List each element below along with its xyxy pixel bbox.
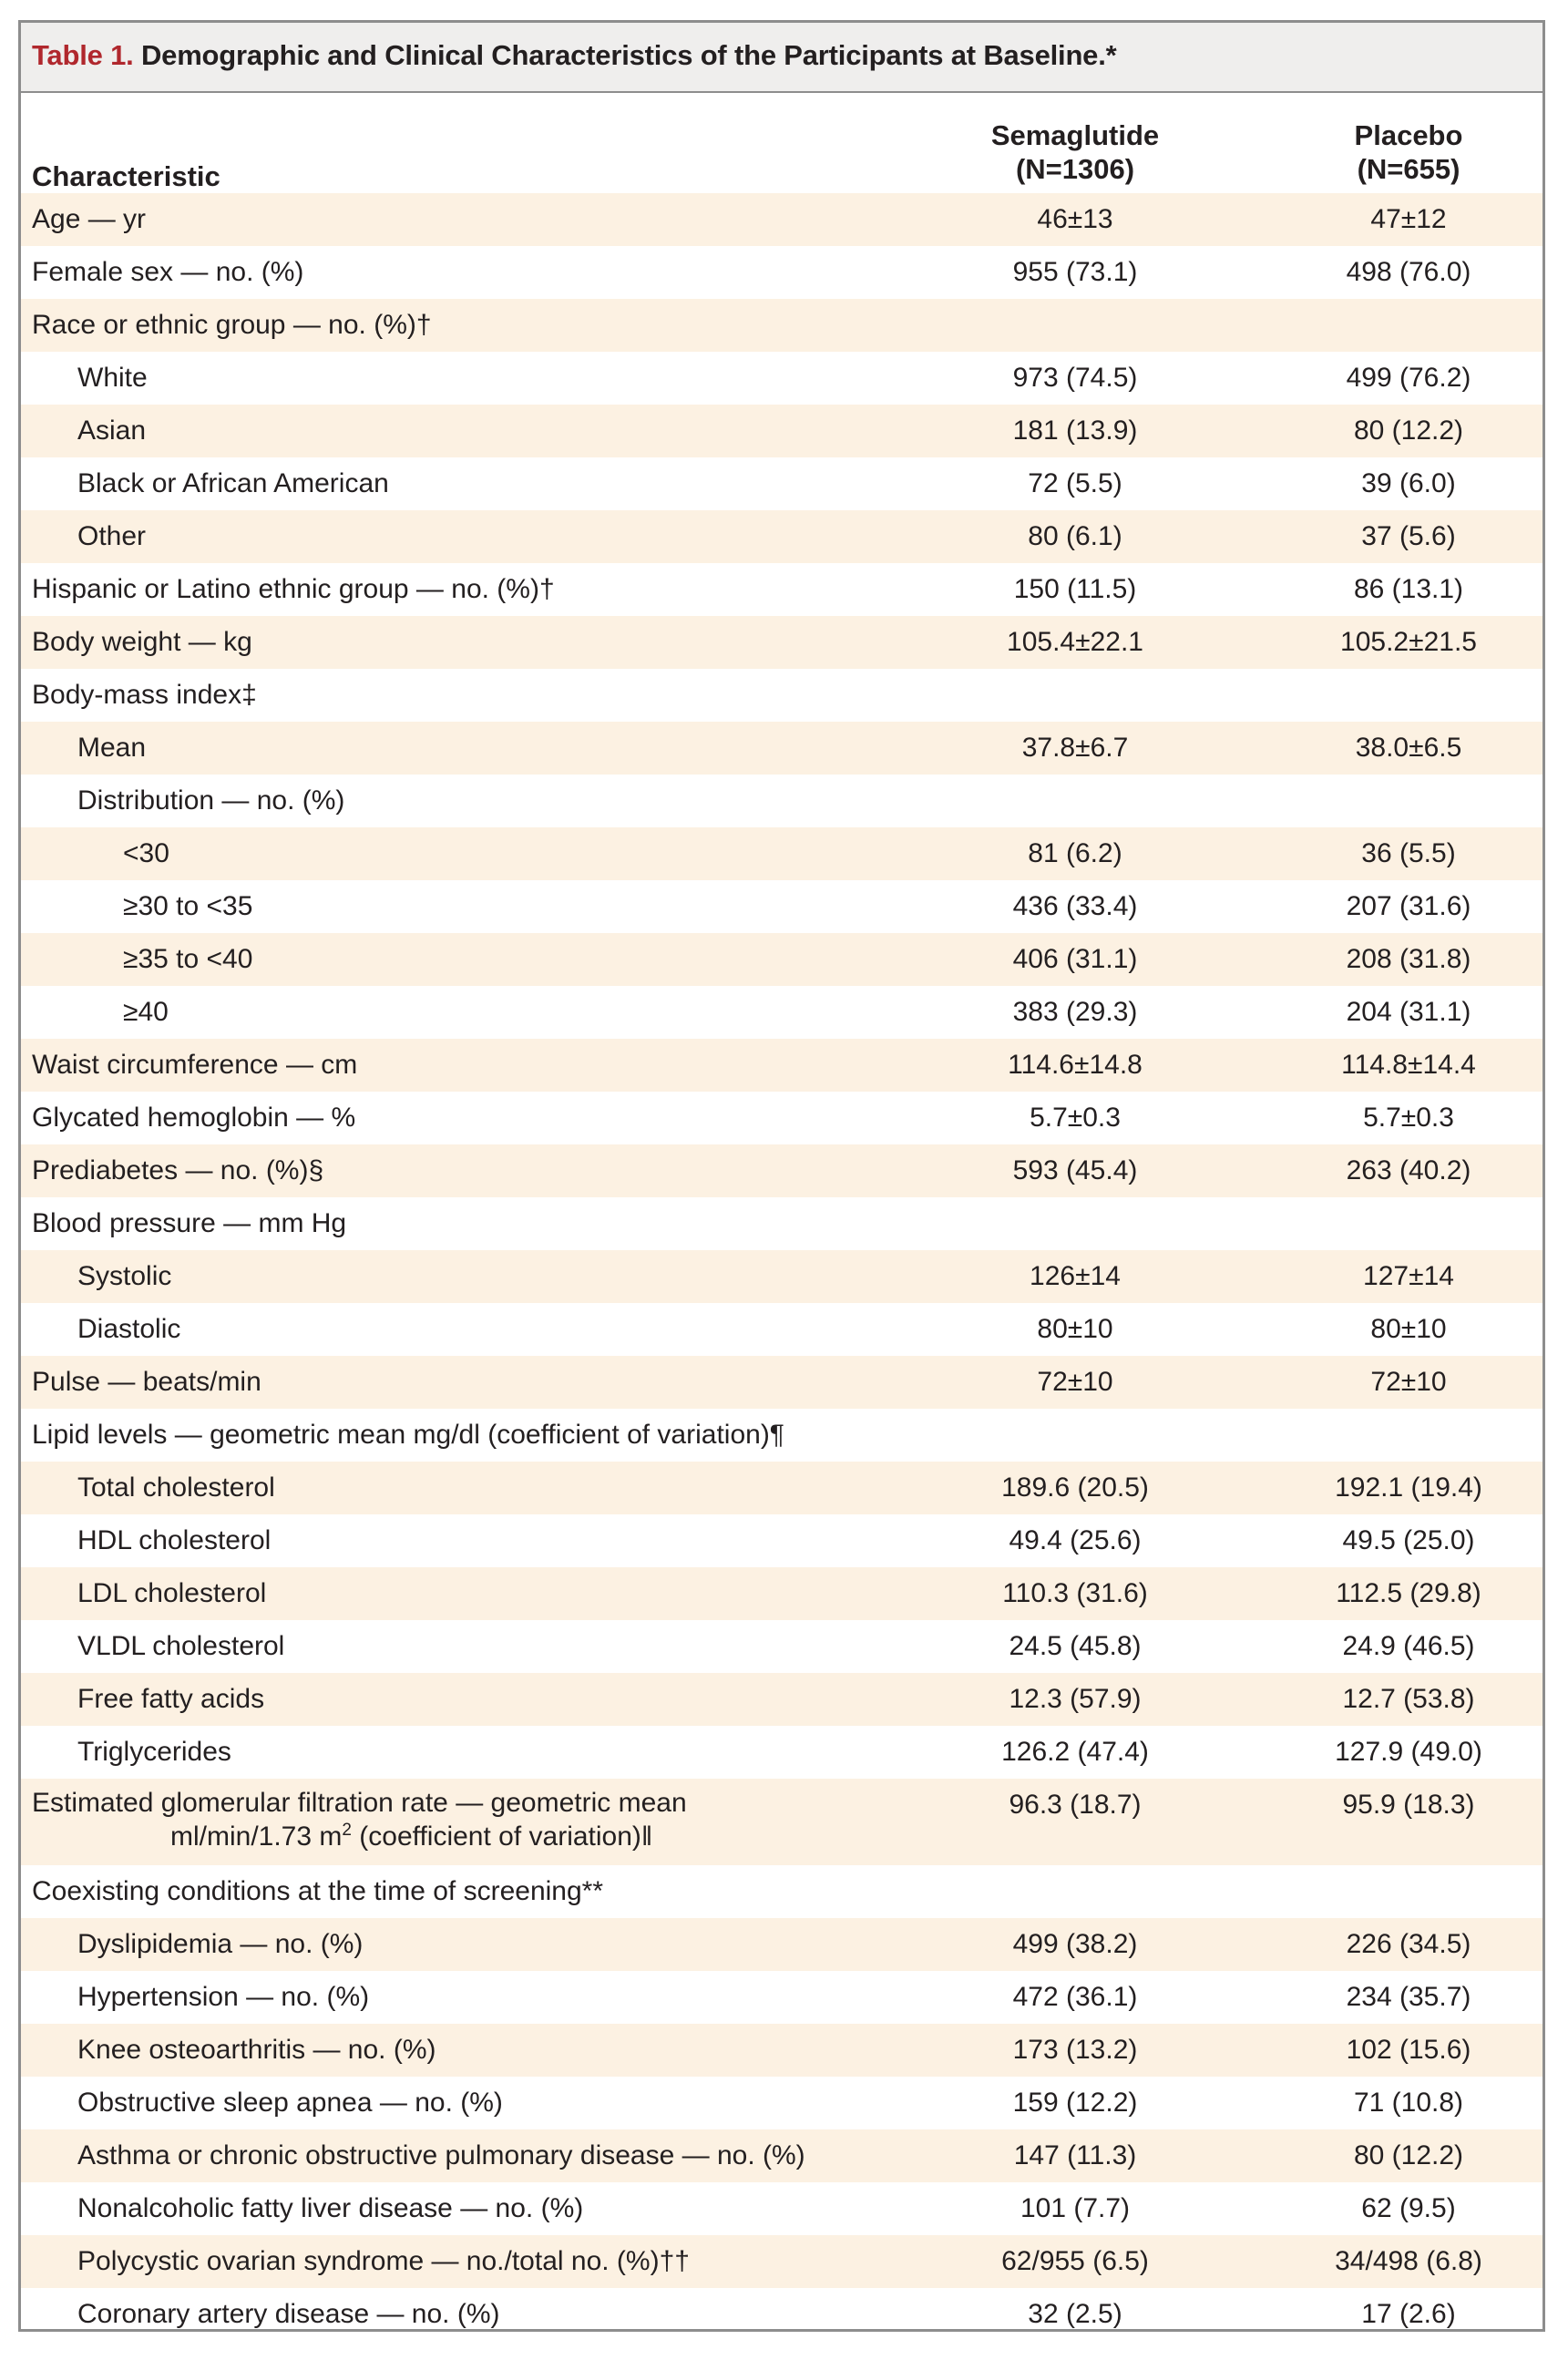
table-row xyxy=(21,1303,1542,1356)
table-row xyxy=(21,1779,1542,1865)
row-label-text: Distribution — no. (%) xyxy=(77,785,345,816)
table-row xyxy=(21,1144,1542,1197)
row-label xyxy=(32,1367,261,1398)
row-label xyxy=(32,1155,323,1186)
row-label-text: Lipid levels — geometric mean mg/dl (coefficient of variation)¶ xyxy=(32,1420,784,1450)
row-label-text: <30 xyxy=(123,838,169,868)
semaglutide-value: 406 (31.1) xyxy=(1012,944,1138,974)
semaglutide-value: 72 (5.5) xyxy=(1028,468,1122,498)
table-row xyxy=(21,1462,1542,1514)
semaglutide-value: 49.4 (25.6) xyxy=(1009,1525,1142,1555)
row-label-text: Coexisting conditions at the time of screening** xyxy=(32,1876,604,1906)
table-row xyxy=(21,2024,1542,2077)
row-label-text: Asthma or chronic obstructive pulmonary disease — no. (%) xyxy=(77,2140,805,2170)
row-label xyxy=(77,785,344,816)
row-label xyxy=(77,416,146,446)
table-row xyxy=(21,193,1542,246)
table-row xyxy=(21,2182,1542,2235)
semaglutide-value: 593 (45.4) xyxy=(1012,1155,1138,1185)
row-label-text: LDL cholesterol xyxy=(77,1578,267,1608)
header-semaglutide-n: (N=1306) xyxy=(1015,153,1135,185)
row-label xyxy=(77,2088,503,2119)
row-label xyxy=(32,204,146,235)
row-label-text: Nonalcoholic fatty liver disease — no. (%) xyxy=(77,2193,584,2223)
semaglutide-value: 72±10 xyxy=(1037,1367,1113,1397)
table-row xyxy=(21,1620,1542,1673)
row-label-text: Black or African American xyxy=(77,468,389,498)
placebo-value: 49.5 (25.0) xyxy=(1342,1525,1475,1555)
table-row xyxy=(21,1726,1542,1779)
semaglutide-value: 12.3 (57.9) xyxy=(1009,1684,1142,1714)
row-label-text: Free fatty acids xyxy=(77,1684,265,1714)
row-label xyxy=(32,1050,357,1081)
table-row xyxy=(21,880,1542,933)
column-header xyxy=(21,93,1542,193)
row-label xyxy=(77,1525,271,1556)
table-row xyxy=(21,563,1542,616)
row-label xyxy=(77,1472,275,1503)
row-label-continuation xyxy=(32,1820,687,1853)
row-label xyxy=(32,1876,603,1907)
row-label-superscript: 2 xyxy=(342,1821,352,1840)
table-body xyxy=(21,193,1542,2341)
row-label xyxy=(77,1737,231,1768)
row-label xyxy=(77,521,146,552)
row-label-text: Other xyxy=(77,521,147,551)
table-row xyxy=(21,457,1542,510)
row-label xyxy=(77,733,146,764)
row-label-text: Diastolic xyxy=(77,1314,181,1344)
placebo-value: 12.7 (53.8) xyxy=(1342,1684,1475,1714)
placebo-value: 204 (31.1) xyxy=(1346,997,1471,1027)
semaglutide-value: 126.2 (47.4) xyxy=(1001,1737,1149,1767)
semaglutide-value: 46±13 xyxy=(1037,204,1113,234)
table-row xyxy=(21,616,1542,669)
semaglutide-value: 147 (11.3) xyxy=(1013,2140,1137,2170)
semaglutide-value: 126±14 xyxy=(1030,1261,1121,1291)
row-label-text: Systolic xyxy=(77,1261,172,1291)
placebo-value: 105.2±21.5 xyxy=(1340,627,1477,657)
placebo-value: 102 (15.6) xyxy=(1346,2035,1471,2065)
semaglutide-value: 114.6±14.8 xyxy=(1008,1050,1143,1080)
table-row xyxy=(21,986,1542,1039)
table-row xyxy=(21,1039,1542,1092)
placebo-value: 95.9 (18.3) xyxy=(1342,1790,1475,1820)
placebo-value: 499 (76.2) xyxy=(1346,363,1471,393)
placebo-value: 34/498 (6.8) xyxy=(1335,2246,1482,2276)
placebo-value: 39 (6.0) xyxy=(1361,468,1456,498)
table-row xyxy=(21,827,1542,880)
placebo-value: 38.0±6.5 xyxy=(1355,733,1462,763)
semaglutide-value: 80 (6.1) xyxy=(1028,521,1122,551)
placebo-value: 62 (9.5) xyxy=(1361,2193,1456,2223)
row-label xyxy=(32,627,252,658)
row-label xyxy=(32,1786,687,1853)
semaglutide-value: 96.3 (18.7) xyxy=(1009,1790,1142,1820)
table-row xyxy=(21,775,1542,827)
table-row xyxy=(21,2129,1542,2182)
row-label-text: Mean xyxy=(77,733,147,763)
semaglutide-value: 81 (6.2) xyxy=(1028,838,1122,868)
row-label xyxy=(123,838,169,869)
semaglutide-value: 110.3 (31.6) xyxy=(1002,1578,1148,1608)
row-label-text: Race or ethnic group — no. (%)† xyxy=(32,310,432,340)
semaglutide-value: 189.6 (20.5) xyxy=(1001,1472,1149,1503)
semaglutide-value: 181 (13.9) xyxy=(1012,416,1138,446)
placebo-value: 5.7±0.3 xyxy=(1363,1103,1454,1133)
placebo-value: 192.1 (19.4) xyxy=(1335,1472,1482,1503)
row-label xyxy=(77,1684,264,1715)
row-label-text: ≥40 xyxy=(123,997,169,1027)
row-label-text: Waist circumference — cm xyxy=(32,1050,358,1080)
row-label xyxy=(77,1982,369,2013)
semaglutide-value: 105.4±22.1 xyxy=(1007,627,1143,657)
header-characteristic: Characteristic xyxy=(32,160,220,192)
semaglutide-value: 37.8±6.7 xyxy=(1021,733,1129,763)
table-row xyxy=(21,933,1542,986)
row-label xyxy=(32,310,432,341)
table-row xyxy=(21,2288,1542,2341)
row-label-text: Prediabetes — no. (%)§ xyxy=(32,1155,324,1185)
placebo-value: 80 (12.2) xyxy=(1353,416,1464,446)
row-label-note: (coefficient of variation)‖ xyxy=(351,1821,653,1852)
semaglutide-value: 101 (7.7) xyxy=(1020,2193,1131,2223)
row-label-text: Dyslipidemia — no. (%) xyxy=(77,1929,364,1959)
table-row xyxy=(21,2077,1542,2129)
row-label-text: Estimated glomerular filtration rate — geometric mean xyxy=(32,1788,687,1818)
table-row xyxy=(21,722,1542,775)
row-label-text: Obstructive sleep apnea — no. (%) xyxy=(77,2088,503,2118)
row-label xyxy=(32,574,555,605)
row-label xyxy=(77,2246,690,2277)
placebo-value: 112.5 (29.8) xyxy=(1336,1578,1481,1608)
row-label-text: Total cholesterol xyxy=(77,1472,275,1503)
table-row xyxy=(21,246,1542,299)
row-label xyxy=(32,257,303,288)
semaglutide-value: 150 (11.5) xyxy=(1013,574,1137,604)
semaglutide-value: 80±10 xyxy=(1037,1314,1113,1344)
table-row xyxy=(21,1356,1542,1409)
table-row xyxy=(21,1971,1542,2024)
semaglutide-value: 955 (73.1) xyxy=(1012,257,1138,287)
semaglutide-value: 436 (33.4) xyxy=(1012,891,1138,921)
placebo-value: 234 (35.7) xyxy=(1346,1982,1471,2012)
row-label-text: Polycystic ovarian syndrome — no./total no. (%)†† xyxy=(77,2246,690,2276)
placebo-value: 80 (12.2) xyxy=(1353,2140,1464,2170)
row-label xyxy=(77,468,389,499)
row-label-text: Blood pressure — mm Hg xyxy=(32,1208,347,1238)
header-semaglutide xyxy=(929,118,1221,186)
semaglutide-value: 159 (12.2) xyxy=(1012,2088,1138,2118)
row-label xyxy=(123,997,169,1028)
semaglutide-value: 499 (38.2) xyxy=(1012,1929,1138,1959)
row-label-text: Female sex — no. (%) xyxy=(32,257,304,287)
row-label-text: HDL cholesterol xyxy=(77,1525,272,1555)
placebo-value: 114.8±14.4 xyxy=(1341,1050,1476,1080)
row-label xyxy=(77,1314,180,1345)
placebo-value: 207 (31.6) xyxy=(1346,891,1471,921)
row-label xyxy=(77,1261,171,1292)
header-semaglutide-name: Semaglutide xyxy=(990,119,1160,151)
semaglutide-value: 973 (74.5) xyxy=(1012,363,1138,393)
table-row xyxy=(21,510,1542,563)
semaglutide-value: 383 (29.3) xyxy=(1012,997,1138,1027)
header-placebo-name: Placebo xyxy=(1354,119,1463,151)
table-row xyxy=(21,1197,1542,1250)
row-label-text: Pulse — beats/min xyxy=(32,1367,261,1397)
row-label-text: VLDL cholesterol xyxy=(77,1631,285,1661)
semaglutide-value: 173 (13.2) xyxy=(1012,2035,1138,2065)
placebo-value: 37 (5.6) xyxy=(1361,521,1456,551)
placebo-value: 36 (5.5) xyxy=(1361,838,1456,868)
table-row xyxy=(21,2235,1542,2288)
semaglutide-value: 5.7±0.3 xyxy=(1030,1103,1121,1133)
row-label xyxy=(32,1103,355,1134)
row-label-text: Hispanic or Latino ethnic group — no. (%)† xyxy=(32,574,555,604)
row-label-text: Asian xyxy=(77,416,147,446)
semaglutide-value: 62/955 (6.5) xyxy=(1001,2246,1149,2276)
table-row xyxy=(21,1918,1542,1971)
row-label xyxy=(77,1578,266,1609)
table-row xyxy=(21,299,1542,352)
placebo-value: 263 (40.2) xyxy=(1346,1155,1471,1185)
table-row xyxy=(21,1250,1542,1303)
row-label-text: Triglycerides xyxy=(77,1737,231,1767)
row-label xyxy=(77,363,148,394)
table-row xyxy=(21,1092,1542,1144)
table-row xyxy=(21,1865,1542,1918)
row-label xyxy=(77,2035,436,2066)
row-label xyxy=(32,1420,784,1451)
row-label xyxy=(77,2140,805,2171)
table-title-bar xyxy=(21,23,1542,93)
placebo-value: 72±10 xyxy=(1370,1367,1447,1397)
placebo-value: 208 (31.8) xyxy=(1346,944,1471,974)
placebo-value: 80±10 xyxy=(1370,1314,1447,1344)
row-label-text: ≥30 to <35 xyxy=(123,891,253,921)
placebo-value: 127±14 xyxy=(1363,1261,1454,1291)
table-row xyxy=(21,1514,1542,1567)
semaglutide-value: 472 (36.1) xyxy=(1012,1982,1138,2012)
table-row xyxy=(21,669,1542,722)
header-placebo xyxy=(1263,118,1554,186)
table-row xyxy=(21,405,1542,457)
table-label: Table 1. xyxy=(32,39,134,71)
row-label-text: Age — yr xyxy=(32,204,147,234)
row-label xyxy=(77,1631,284,1662)
table-row xyxy=(21,352,1542,405)
placebo-value: 226 (34.5) xyxy=(1346,1929,1471,1959)
row-label-text: White xyxy=(77,363,148,393)
semaglutide-value: 24.5 (45.8) xyxy=(1009,1631,1142,1661)
placebo-value: 47±12 xyxy=(1370,204,1447,234)
semaglutide-value: 32 (2.5) xyxy=(1028,2299,1122,2329)
placebo-value: 86 (13.1) xyxy=(1353,574,1464,604)
row-label-text: ≥35 to <40 xyxy=(123,944,253,974)
table-row xyxy=(21,1673,1542,1726)
row-label-unit: ml/min/1.73 m xyxy=(170,1821,343,1852)
row-label xyxy=(123,944,252,975)
row-label xyxy=(77,1929,363,1960)
row-label xyxy=(77,2193,583,2224)
table-frame xyxy=(18,20,1545,2332)
table-title-text: Demographic and Clinical Characteristics of the Participants at Baseline.* xyxy=(140,39,1117,71)
placebo-value: 24.9 (46.5) xyxy=(1342,1631,1475,1661)
header-placebo-n: (N=655) xyxy=(1357,153,1460,185)
row-label-text: Body-mass index‡ xyxy=(32,680,257,710)
placebo-value: 71 (10.8) xyxy=(1353,2088,1464,2118)
placebo-value: 127.9 (49.0) xyxy=(1335,1737,1482,1767)
placebo-value: 17 (2.6) xyxy=(1361,2299,1456,2329)
row-label xyxy=(32,1208,346,1239)
row-label-text: Knee osteoarthritis — no. (%) xyxy=(77,2035,436,2065)
table-title xyxy=(32,39,1117,72)
row-label-text: Glycated hemoglobin — % xyxy=(32,1103,356,1133)
placebo-value: 498 (76.0) xyxy=(1346,257,1471,287)
row-label-text: Hypertension — no. (%) xyxy=(77,1982,370,2012)
row-label xyxy=(123,891,252,922)
row-label-text: Body weight — kg xyxy=(32,627,252,657)
row-label-text: Coronary artery disease — no. (%) xyxy=(77,2299,500,2329)
row-label xyxy=(32,680,257,711)
table-row xyxy=(21,1409,1542,1462)
table-row xyxy=(21,1567,1542,1620)
row-label xyxy=(77,2299,500,2330)
